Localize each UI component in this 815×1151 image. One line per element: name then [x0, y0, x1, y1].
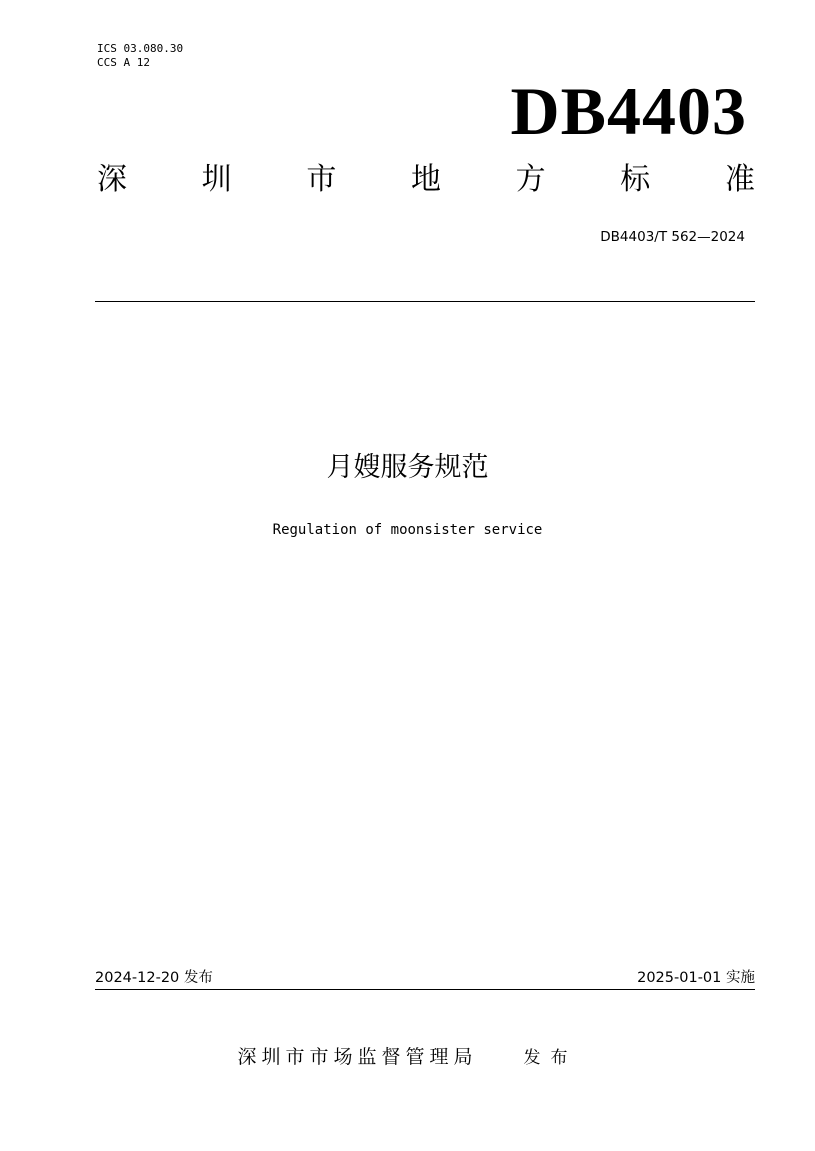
- standard-number: DB4403/T 562—2024: [600, 229, 745, 245]
- publisher-line: [0, 1044, 815, 1071]
- bottom-divider: [95, 989, 755, 990]
- standard-type-char: 圳: [201, 162, 232, 197]
- standard-type-char: 市: [306, 162, 337, 197]
- ics-code: ICS 03.080.30: [97, 42, 184, 55]
- issue-date: 2024-12-20 发布: [95, 970, 213, 986]
- standard-type-char: 准: [724, 162, 755, 197]
- implementation-date: 2025-01-01 实施: [637, 970, 755, 986]
- standard-type-char: 标: [620, 162, 651, 197]
- standard-type-char: 方: [515, 162, 546, 197]
- classification-codes: [97, 42, 183, 70]
- standard-type-char: 地: [410, 162, 441, 197]
- publish-action: 发布: [523, 1048, 578, 1068]
- document-title: 月嫂服务规范: [326, 452, 489, 483]
- publisher-name: 深圳市市场监督管理局: [237, 1046, 478, 1068]
- standard-logo: DB4403: [510, 73, 747, 149]
- standard-type-heading: [97, 160, 755, 200]
- standard-type-char: 深: [97, 162, 127, 197]
- ccs-code: CCS A 12: [97, 56, 150, 69]
- top-divider: [95, 301, 755, 302]
- document-title-english: Regulation of moonsister service: [272, 522, 543, 538]
